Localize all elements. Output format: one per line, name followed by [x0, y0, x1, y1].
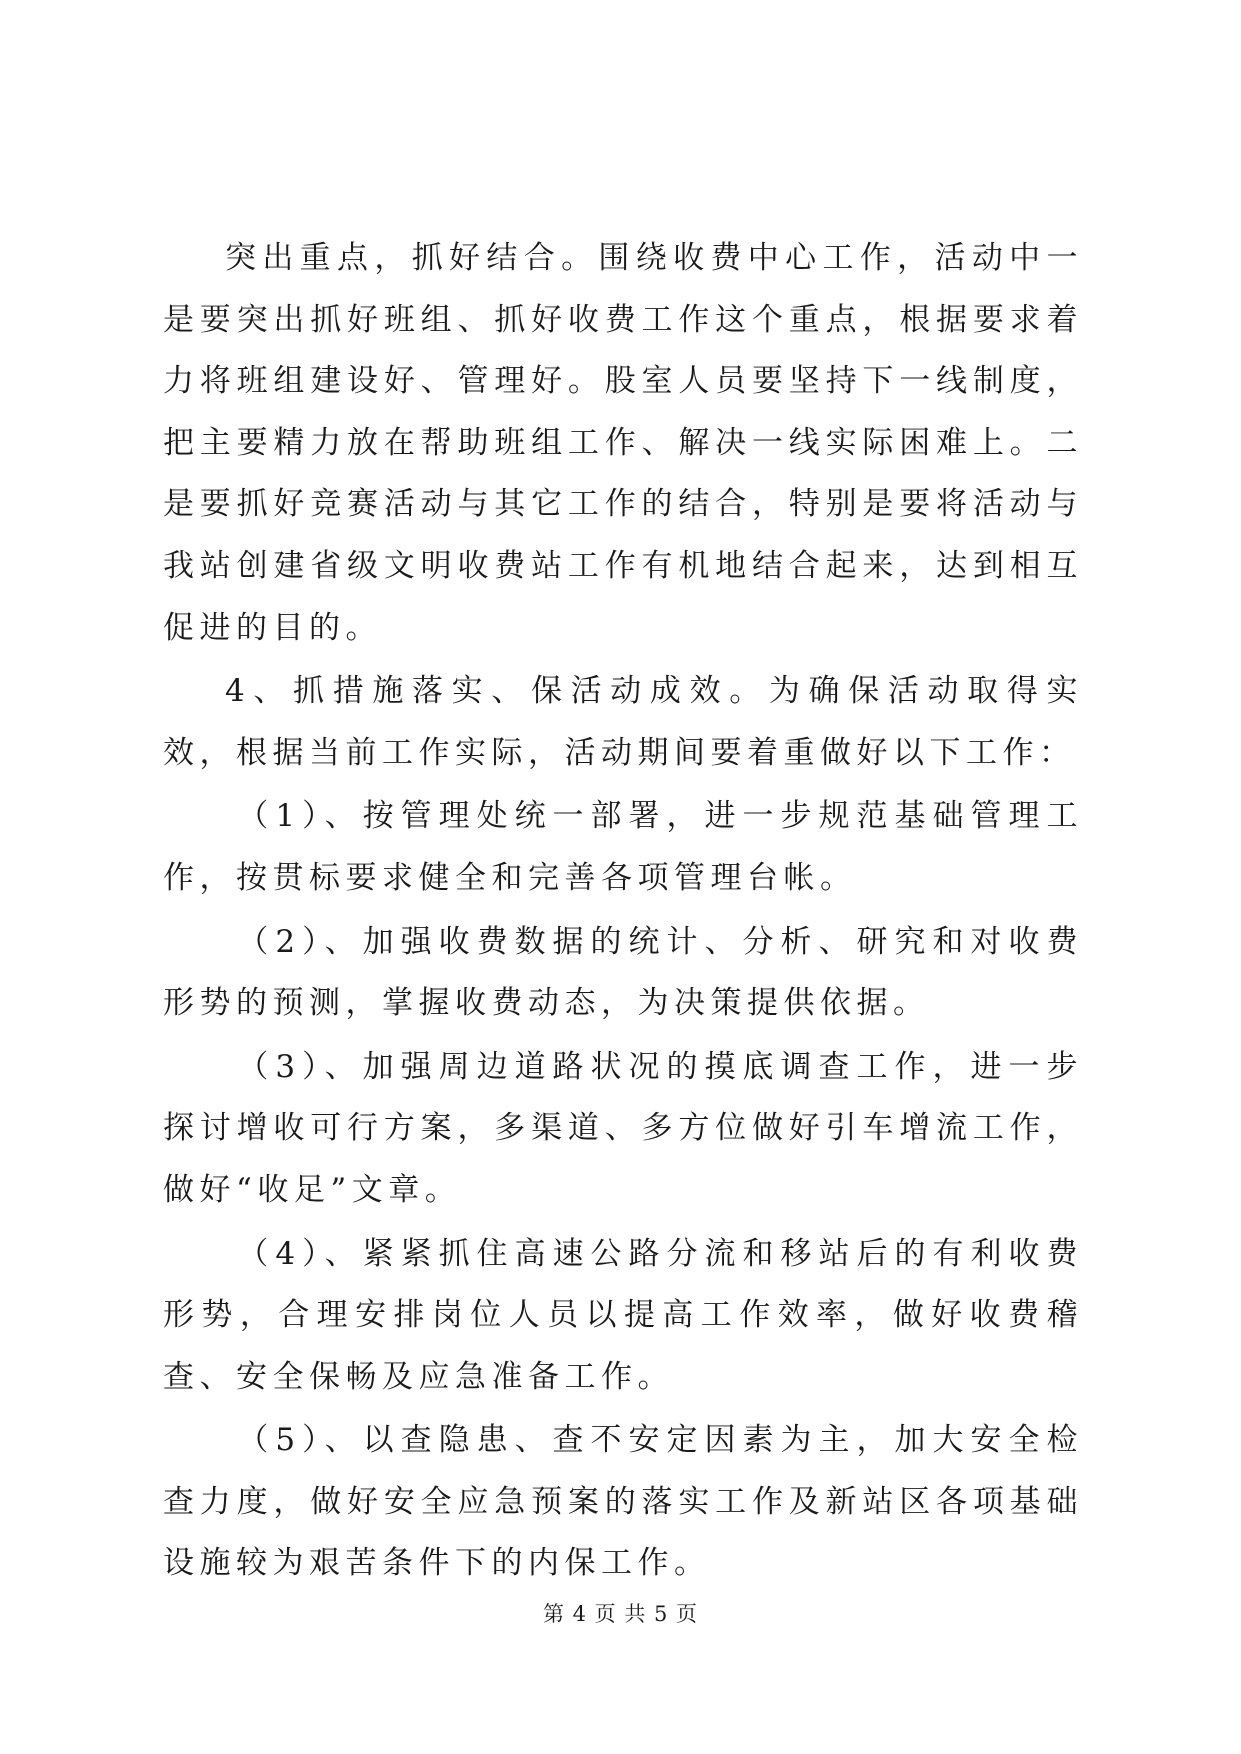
document-body: [163, 228, 1083, 1595]
paragraph-measures: 4、抓措施落实、保活动成效。为确保活动取得实效，根据当前工作实际，活动期间要着重做好以下工作：: [163, 673, 1083, 771]
paragraph-item-4: （4）、紧紧抓住高速公路分流和移站后的有利收费形势，合理安排岗位人员以提高工作效率，做好收费稽查、安全保畅及应急准备工作。: [163, 1235, 1083, 1395]
page-footer: 第 4 页 共 5 页: [542, 1602, 699, 1626]
paragraph-item-3: （3）、加强周边道路状况的摸底调查工作，进一步探讨增收可行方案，多渠道、多方位做好引车增流工作，做好“收足”文章。: [163, 1048, 1083, 1208]
paragraph-focus: 突出重点，抓好结合。围绕收费中心工作，活动中一是要突出抓好班组、抓好收费工作这个重点，根据要求着力将班组建设好、管理好。股室人员要坚持下一线制度，把主要精力放在帮助班组工作、解决一线实际困难上。二是要抓好竞赛活动与其它工作的结合，特别是要将活动与我站创建省级文明收费站工作有机地结合起来，达到相互促进的目的。: [163, 240, 1083, 646]
paragraph-item-5: （5）、以查隐患、查不安定因素为主，加大安全检查力度，做好安全应急预案的落实工作及新站区各项基础设施较为艰苦条件下的内保工作。: [163, 1422, 1083, 1582]
paragraph-item-2: （2）、加强收费数据的统计、分析、研究和对收费形势的预测，掌握收费动态，为决策提供依据。: [163, 923, 1083, 1022]
paragraph-item-1: （1）、按管理处统一部署，进一步规范基础管理工作，按贯标要求健全和完善各项管理台帐。: [163, 798, 1083, 896]
